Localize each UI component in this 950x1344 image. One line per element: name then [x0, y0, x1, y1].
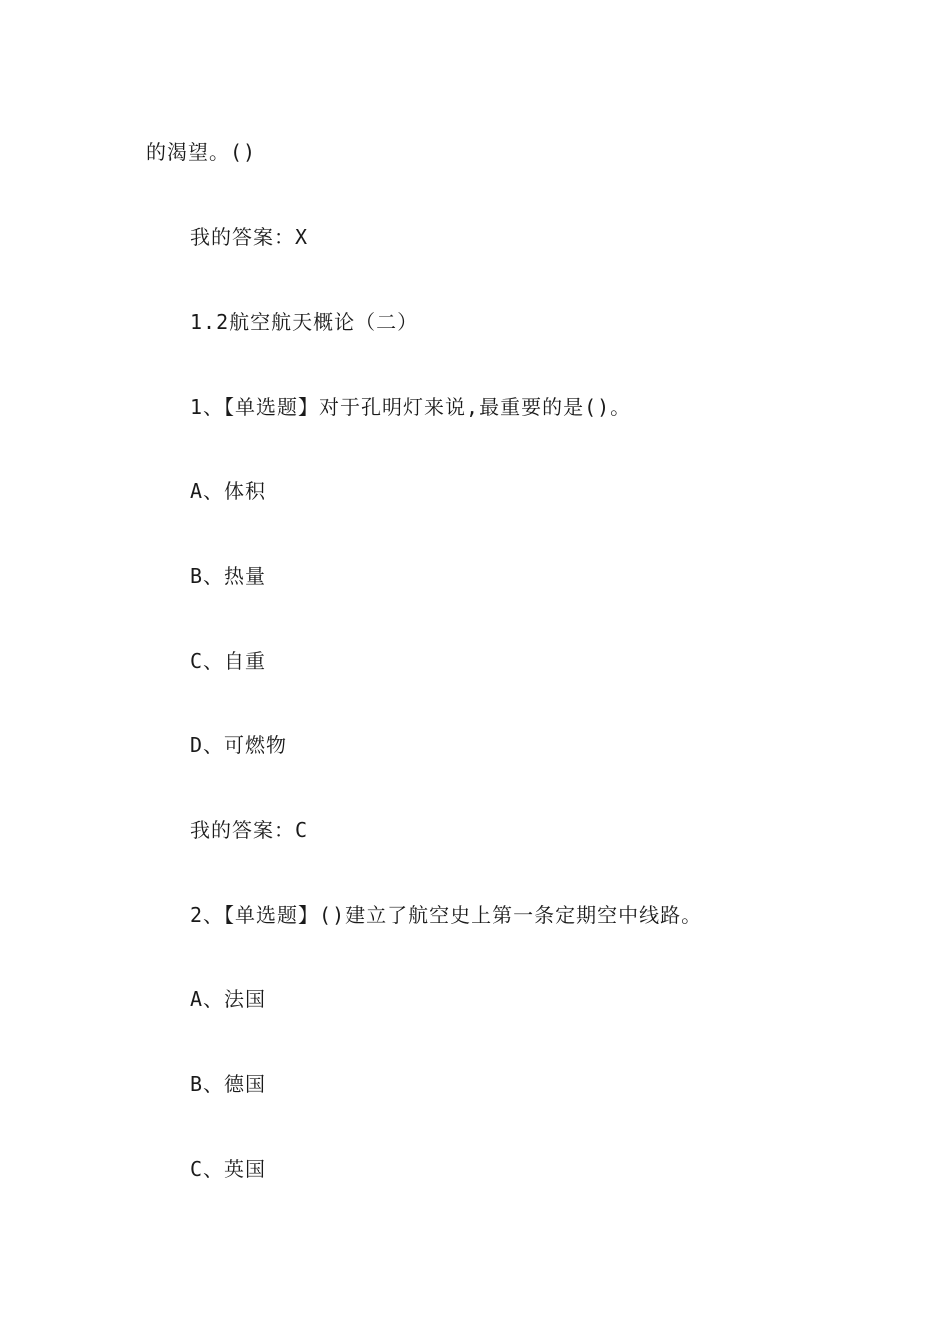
- section-heading: 1.2航空航天概论（二）: [190, 310, 419, 334]
- my-answer: 我的答案：X: [190, 225, 309, 249]
- question-2-option-b: B、德国: [190, 1072, 267, 1096]
- question-2-option-c: C、英国: [190, 1157, 267, 1181]
- question-2: 2、【单选题】()建立了航空史上第一条定期空中线路。: [190, 903, 703, 927]
- question-1-option-c: C、自重: [190, 649, 267, 673]
- question-1-option-d: D、可燃物: [190, 733, 288, 757]
- question-1-option-b: B、热量: [190, 564, 267, 588]
- question-1: 1、【单选题】对于孔明灯来说,最重要的是()。: [190, 395, 632, 419]
- question-text-continuation: 的渴望。(): [146, 140, 257, 164]
- question-1-my-answer: 我的答案：C: [190, 818, 309, 842]
- question-1-option-a: A、体积: [190, 479, 267, 503]
- question-2-option-a: A、法国: [190, 987, 267, 1011]
